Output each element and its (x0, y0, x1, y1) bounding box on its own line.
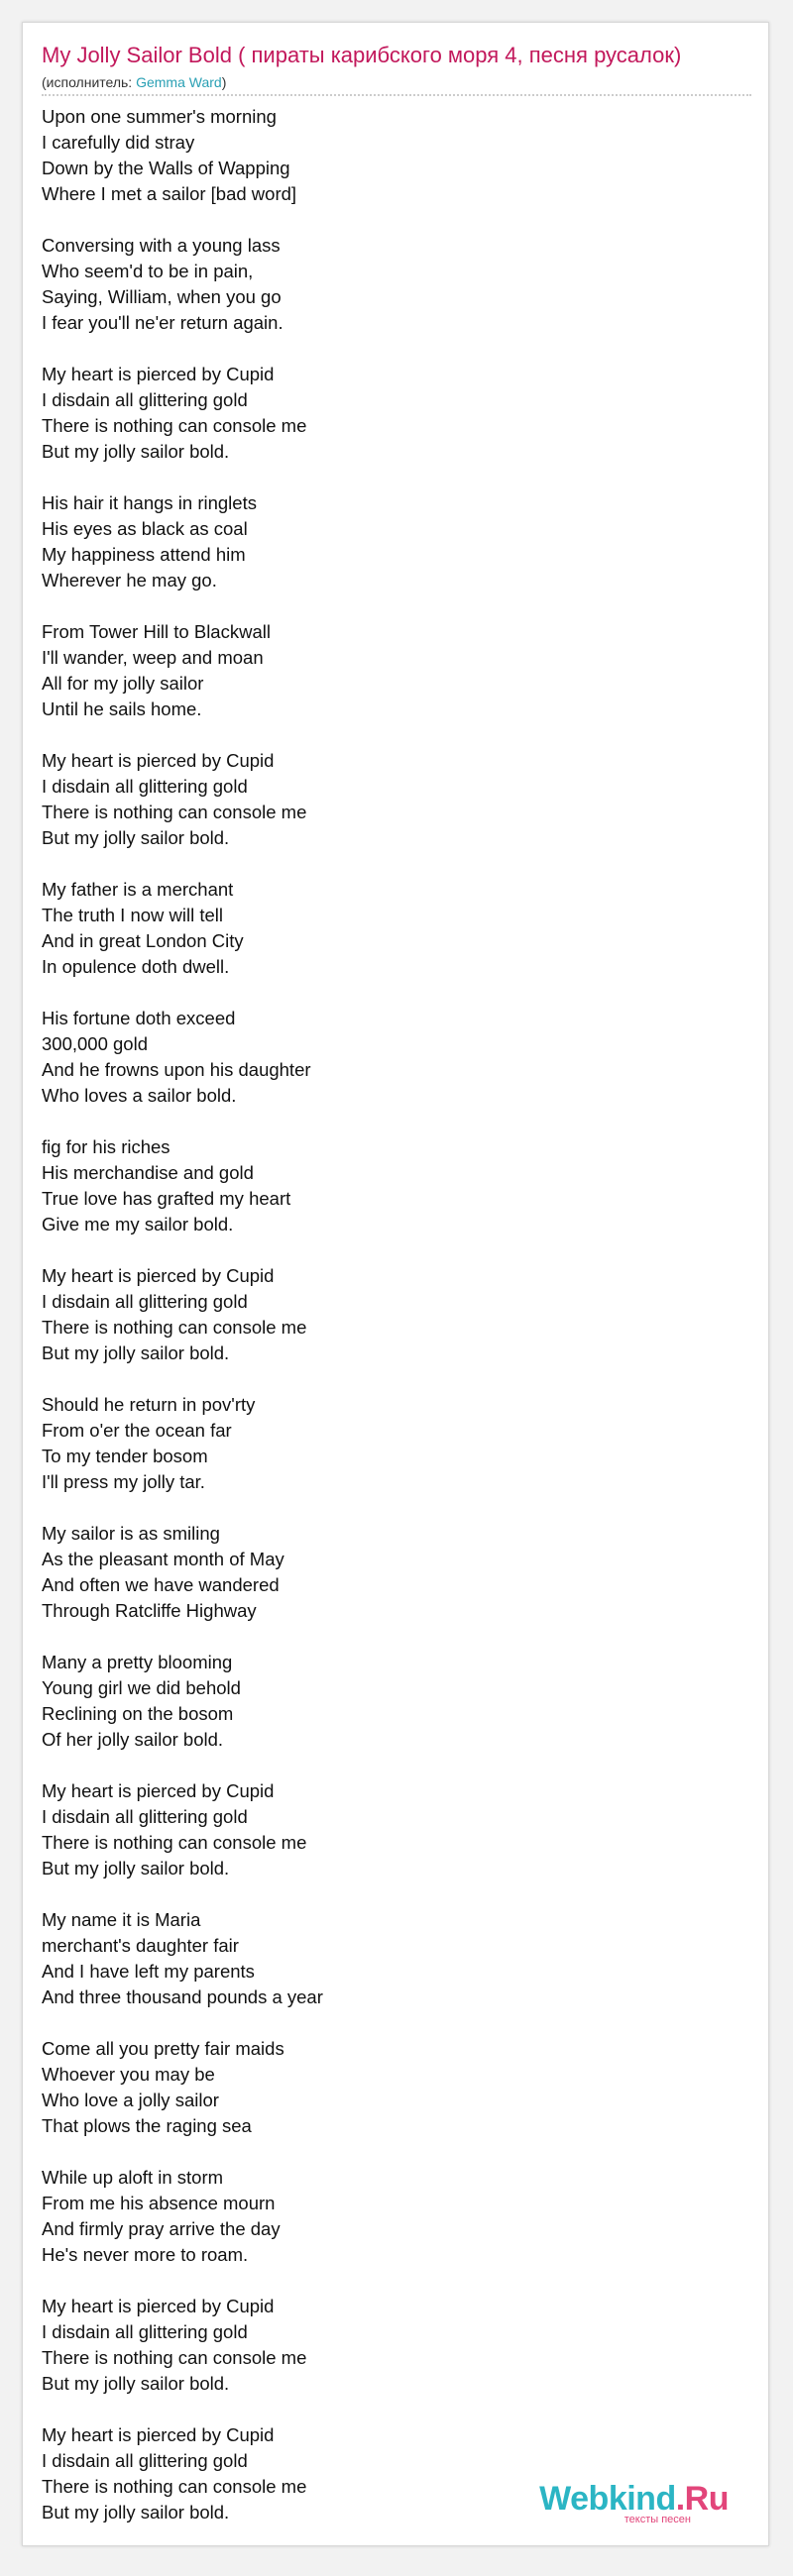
lyric-line: Of her jolly sailor bold. (42, 1729, 224, 1750)
lyric-line: To my tender bosom (42, 1446, 208, 1466)
stanza (42, 362, 736, 465)
lyric-line: But my jolly sailor bold. (42, 1858, 230, 1878)
stanza (42, 490, 736, 593)
lyric-line: He's never more to roam. (42, 2244, 249, 2265)
lyric-line: There is nothing can console me (42, 415, 307, 436)
stanza (42, 748, 736, 851)
lyric-line: The truth I now will tell (42, 905, 224, 925)
lyric-line: His merchandise and gold (42, 1162, 254, 1183)
lyric-line: And in great London City (42, 930, 244, 951)
lyric-line: While up aloft in storm (42, 2167, 224, 2188)
stanza (42, 1134, 736, 1237)
lyric-line: My father is a merchant (42, 879, 234, 900)
stanza (42, 2294, 736, 2397)
lyric-line: 300,000 gold (42, 1033, 148, 1054)
lyric-line: Saying, William, when you go (42, 286, 282, 307)
lyric-line: From Tower Hill to Blackwall (42, 621, 271, 642)
lyric-line: Many a pretty blooming (42, 1652, 233, 1672)
lyric-line: My heart is pierced by Cupid (42, 2424, 275, 2445)
lyric-line: I fear you'll ne'er return again. (42, 312, 283, 333)
lyric-line: But my jolly sailor bold. (42, 827, 230, 848)
lyric-line: I'll press my jolly tar. (42, 1471, 205, 1492)
lyric-line: That plows the raging sea (42, 2115, 252, 2136)
lyric-line: I carefully did stray (42, 132, 195, 153)
lyric-line: Reclining on the bosom (42, 1703, 234, 1724)
lyric-line: My sailor is as smiling (42, 1523, 220, 1544)
lyric-line: True love has grafted my heart (42, 1188, 291, 1209)
lyric-line: Who seem'd to be in pain, (42, 261, 254, 281)
stanza (42, 233, 736, 336)
lyric-line: But my jolly sailor bold. (42, 1342, 230, 1363)
page-title: My Jolly Sailor Bold ( пираты карибского моря 4, песня русалок) (42, 43, 682, 67)
lyric-line: Who love a jolly sailor (42, 2090, 219, 2110)
stanza (42, 104, 736, 207)
stanza (42, 619, 736, 722)
stanza (42, 1392, 736, 1495)
lyric-line: fig for his riches (42, 1136, 170, 1157)
lyric-line: Conversing with a young lass (42, 235, 281, 256)
lyric-line: My happiness attend him (42, 544, 246, 565)
lyric-line: My heart is pierced by Cupid (42, 364, 275, 384)
lyric-line: Should he return in pov'rty (42, 1394, 256, 1415)
logo-tld: .Ru (675, 2480, 729, 2518)
lyric-line: merchant's daughter fair (42, 1935, 239, 1956)
lyrics-card (22, 22, 769, 2546)
artist-line (42, 73, 226, 91)
stanza (42, 1907, 736, 2010)
lyric-line: My name it is Maria (42, 1909, 201, 1930)
lyric-line: And he frowns upon his daughter (42, 1059, 311, 1080)
lyric-line: I disdain all glittering gold (42, 2450, 248, 2471)
lyric-line: Where I met a sailor [bad word] (42, 183, 297, 204)
lyric-line: And three thousand pounds a year (42, 1986, 323, 2007)
stanza (42, 877, 736, 980)
stanza (42, 1006, 736, 1109)
lyric-line: I disdain all glittering gold (42, 389, 248, 410)
stanza (42, 1263, 736, 1366)
lyric-line: His eyes as black as coal (42, 518, 248, 539)
lyric-line: My heart is pierced by Cupid (42, 1780, 275, 1801)
lyric-line: There is nothing can console me (42, 802, 307, 822)
lyric-line: His fortune doth exceed (42, 1008, 236, 1028)
lyric-line: My heart is pierced by Cupid (42, 750, 275, 771)
lyric-line: All for my jolly sailor (42, 673, 204, 694)
lyric-line: And I have left my parents (42, 1961, 255, 1982)
lyric-line: There is nothing can console me (42, 2476, 307, 2497)
logo-brand: Webkind (539, 2480, 676, 2518)
lyric-line: But my jolly sailor bold. (42, 441, 230, 462)
lyric-line: From me his absence mourn (42, 2193, 276, 2213)
lyric-line: I disdain all glittering gold (42, 2321, 248, 2342)
logo-tagline: тексты песен (623, 2514, 691, 2525)
lyric-line: There is nothing can console me (42, 1832, 307, 1853)
stanza (42, 2036, 736, 2139)
lyrics-body (42, 104, 736, 2551)
lyric-line: In opulence doth dwell. (42, 956, 230, 977)
lyric-line: Give me my sailor bold. (42, 1214, 234, 1234)
lyric-line: Who loves a sailor bold. (42, 1085, 237, 1106)
lyric-line: I disdain all glittering gold (42, 1291, 248, 1312)
lyric-line: I disdain all glittering gold (42, 776, 248, 797)
lyric-line: Through Ratcliffe Highway (42, 1600, 257, 1621)
lyric-line: Wherever he may go. (42, 570, 217, 590)
lyric-line: There is nothing can console me (42, 1317, 307, 1338)
artist-link[interactable]: Gemma Ward (136, 74, 222, 90)
artist-suffix: ) (221, 74, 227, 90)
webkind-logo[interactable] (539, 2482, 729, 2525)
lyric-line: My heart is pierced by Cupid (42, 1265, 275, 1286)
lyric-line: But my jolly sailor bold. (42, 2373, 230, 2394)
lyric-line: His hair it hangs in ringlets (42, 492, 257, 513)
lyric-line: Upon one summer's morning (42, 106, 277, 127)
lyric-line: Down by the Walls of Wapping (42, 158, 290, 178)
lyric-line: From o'er the ocean far (42, 1420, 232, 1441)
lyric-line: As the pleasant month of May (42, 1549, 284, 1569)
lyric-line: I'll wander, weep and moan (42, 647, 264, 668)
lyric-line: And often we have wandered (42, 1574, 280, 1595)
stanza (42, 2165, 736, 2268)
stanza (42, 1778, 736, 1881)
lyric-line: But my jolly sailor bold. (42, 2502, 230, 2522)
stanza (42, 1521, 736, 1624)
lyric-line: My heart is pierced by Cupid (42, 2296, 275, 2316)
lyric-line: Whoever you may be (42, 2064, 215, 2085)
lyric-line: There is nothing can console me (42, 2347, 307, 2368)
lyric-line: I disdain all glittering gold (42, 1806, 248, 1827)
title-divider (42, 94, 751, 96)
lyric-line: Until he sails home. (42, 698, 202, 719)
stanza (42, 1650, 736, 1753)
artist-prefix: (исполнитель: (42, 74, 137, 90)
lyric-line: And firmly pray arrive the day (42, 2218, 281, 2239)
lyric-line: Come all you pretty fair maids (42, 2038, 284, 2059)
lyric-line: Young girl we did behold (42, 1677, 241, 1698)
